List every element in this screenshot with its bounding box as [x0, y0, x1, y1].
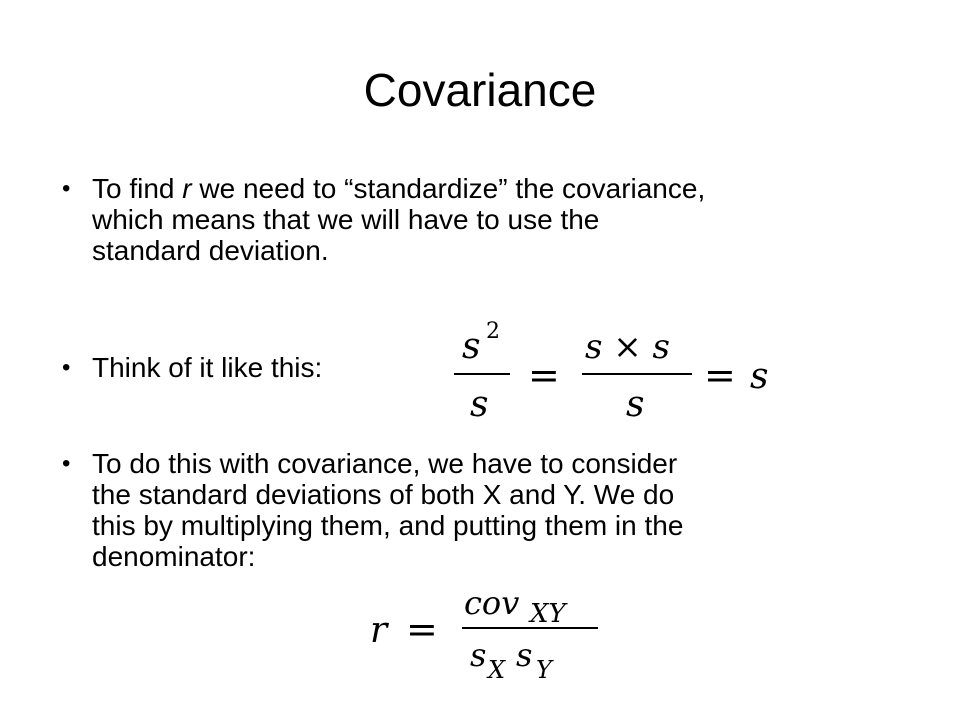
eq2-denominator-subscript-x: X: [488, 656, 506, 684]
eq1-equals-2: =: [704, 353, 736, 397]
eq2-denominator-subscript-y: Y: [536, 656, 552, 684]
eq1-superscript: 2: [486, 319, 500, 344]
eq1-equals-1: =: [528, 353, 560, 397]
equation-s-squared: [440, 312, 800, 424]
eq2-equals: =: [406, 607, 438, 651]
bullet-dot-icon: •: [62, 450, 71, 477]
slide-title: Covariance: [363, 64, 597, 116]
bullet-dot-icon: •: [62, 175, 71, 202]
bullet-line: To find r we need to “standardize” the covariance,: [92, 173, 706, 204]
bullet-dot-icon: •: [62, 354, 71, 381]
eq1-result-s: s: [750, 356, 769, 397]
eq1-denominator-s: s: [470, 384, 489, 424]
bullet-line: standard deviation.: [92, 235, 329, 266]
bullet-line: To do this with covariance, we have to consider: [92, 448, 678, 479]
eq2-denominator-s1: s: [470, 636, 487, 674]
eq1-denominator-s-2: s: [626, 384, 645, 424]
bullet-text: [92, 448, 912, 572]
eq1-numerator-s: s: [462, 326, 481, 367]
bullet-text: [92, 173, 912, 266]
bullet-line: the standard deviations of both X and Y. We do: [92, 479, 675, 510]
bullet-line: this by multiplying them, and putting them in the: [92, 510, 684, 541]
eq2-denominator-s2: s: [516, 636, 533, 674]
equation-correlation-r-graphic: [362, 578, 612, 690]
eq2-lhs-r: r: [370, 610, 388, 651]
equation-s-squared-graphic: [440, 312, 800, 424]
eq2-numerator-subscript: XY: [530, 599, 566, 629]
variable-r: r: [182, 173, 192, 204]
bullet-line: which means that we will have to use the: [92, 204, 600, 235]
equation-correlation-r: [362, 578, 612, 690]
bullet-covariance: [62, 448, 912, 572]
bullet-standardize: [62, 173, 912, 266]
bullet-line: denominator:: [92, 541, 256, 572]
eq2-numerator-cov: cov: [464, 584, 520, 622]
bullet-line: Think of it like this:: [92, 352, 323, 383]
eq1-numerator-s-times-s: s × s: [585, 327, 670, 367]
